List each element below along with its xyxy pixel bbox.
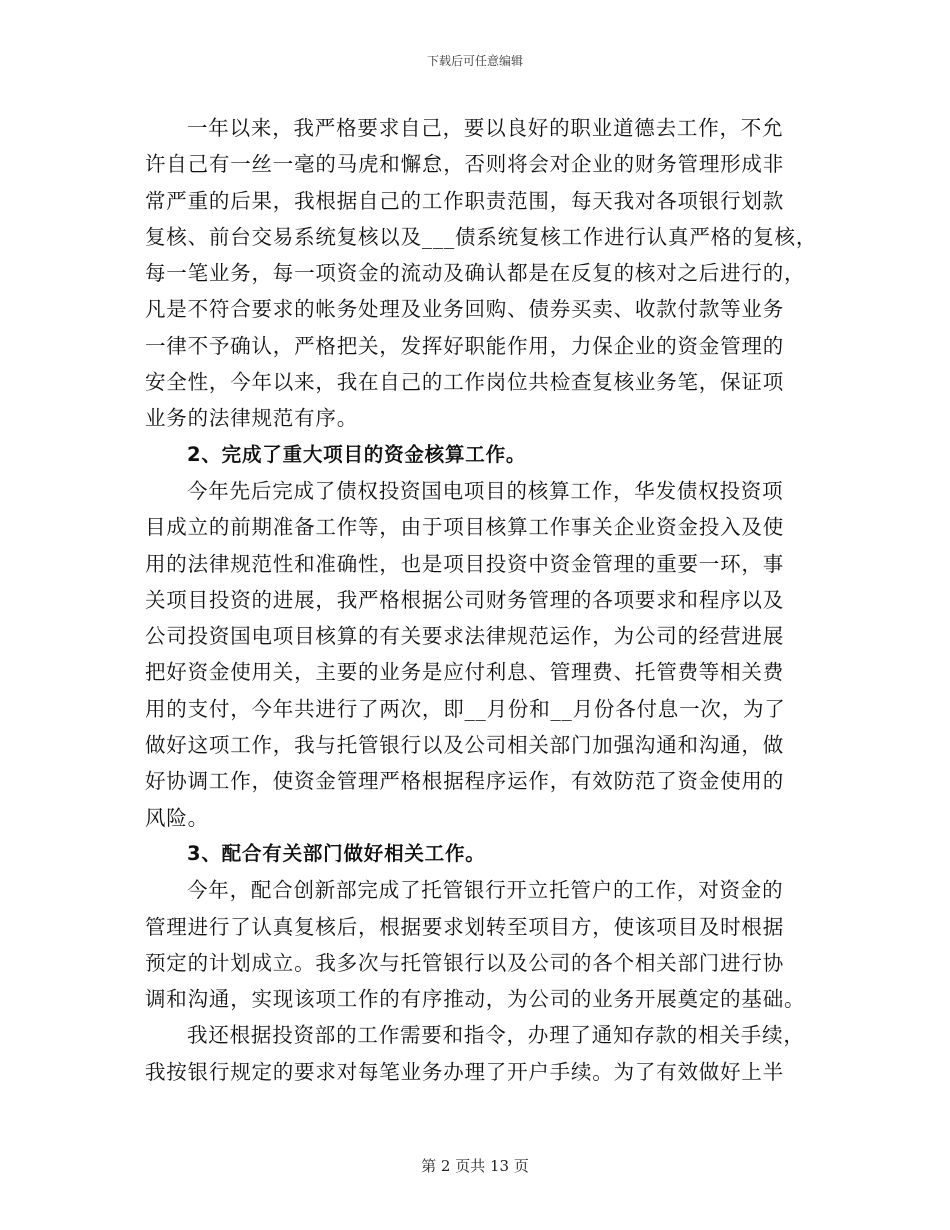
paragraph-line: 公司投资国电项目核算的有关要求法律规范运作，为公司的经营进展: [145, 624, 784, 649]
paragraph-line: 用的法律规范性和准确性，也是项目投资中资金管理的重要一环，事: [145, 551, 784, 576]
paragraph-line: 今年先后完成了债权投资国电项目的核算工作，华发债权投资项: [187, 478, 784, 503]
paragraph-line: 调和沟通，实现该项工作的有序推动，为公司的业务开展奠定的基础。: [145, 987, 806, 1012]
paragraph-line: 每一笔业务，每一项资金的流动及确认都是在反复的核对之后进行的，: [145, 261, 806, 286]
paragraph-line: 今年，配合创新部完成了托管银行开立托管户的工作，对资金的: [187, 878, 784, 903]
section-heading: 3、配合有关部门做好相关工作。: [187, 841, 486, 865]
document-body: [145, 110, 818, 1090]
paragraph-line: 关项目投资的进展，我严格根据公司财务管理的各项要求和程序以及: [145, 587, 784, 612]
paragraph-line: 凡是不符合要求的帐务处理及业务回购、债券买卖、收款付款等业务: [145, 297, 784, 322]
section-heading: 2、完成了重大项目的资金核算工作。: [187, 442, 527, 466]
paragraph-line: 做好这项工作，我与托管银行以及公司相关部门加强沟通和沟通，做: [145, 733, 784, 758]
paragraph-line: 好协调工作，使资金管理严格根据程序运作，有效防范了资金使用的: [145, 769, 784, 794]
paragraph-line: 风险。: [145, 805, 209, 830]
paragraph-line: 预定的计划成立。我多次与托管银行以及公司的各个相关部门进行协: [145, 950, 784, 975]
paragraph-line: 把好资金使用关，主要的业务是应付利息、管理费、托管费等相关费: [145, 660, 784, 685]
paragraph-line: 复核、前台交易系统复核以及___债系统复核工作进行认真严格的复核，: [145, 224, 818, 249]
paragraph-line: 常严重的后果，我根据自己的工作职责范围，每天我对各项银行划款: [145, 188, 784, 213]
paragraph-line: 目成立的前期准备工作等，由于项目核算工作事关企业资金投入及使: [145, 515, 784, 540]
page-footer: 第 2 页共 13 页: [421, 1157, 529, 1175]
paragraph-line: 许自己有一丝一毫的马虎和懈怠，否则将会对企业的财务管理形成非: [145, 152, 784, 177]
paragraph-line: 我按银行规定的要求对每笔业务办理了开户手续。为了有效做好上半: [145, 1059, 784, 1084]
paragraph-line: 业务的法律规范有序。: [145, 406, 358, 431]
paragraph-line: 管理进行了认真复核后，根据要求划转至项目方，使该项目及时根据: [145, 914, 784, 939]
paragraph-line: 一年以来，我严格要求自己，要以良好的职业道德去工作，不允: [187, 116, 784, 140]
paragraph-line: 一律不予确认，严格把关，发挥好职能作用，力保企业的资金管理的: [145, 333, 784, 358]
paragraph-line: 安全性，今年以来，我在自己的工作岗位共检查复核业务笔，保证项: [145, 370, 784, 395]
paragraph-line: 用的支付，今年共进行了两次，即__月份和__月份各付息一次，为了: [145, 696, 786, 721]
paragraph-line: 我还根据投资部的工作需要和指令，办理了通知存款的相关手续，: [187, 1023, 805, 1048]
page-header: 下载后可任意编辑: [426, 54, 523, 68]
